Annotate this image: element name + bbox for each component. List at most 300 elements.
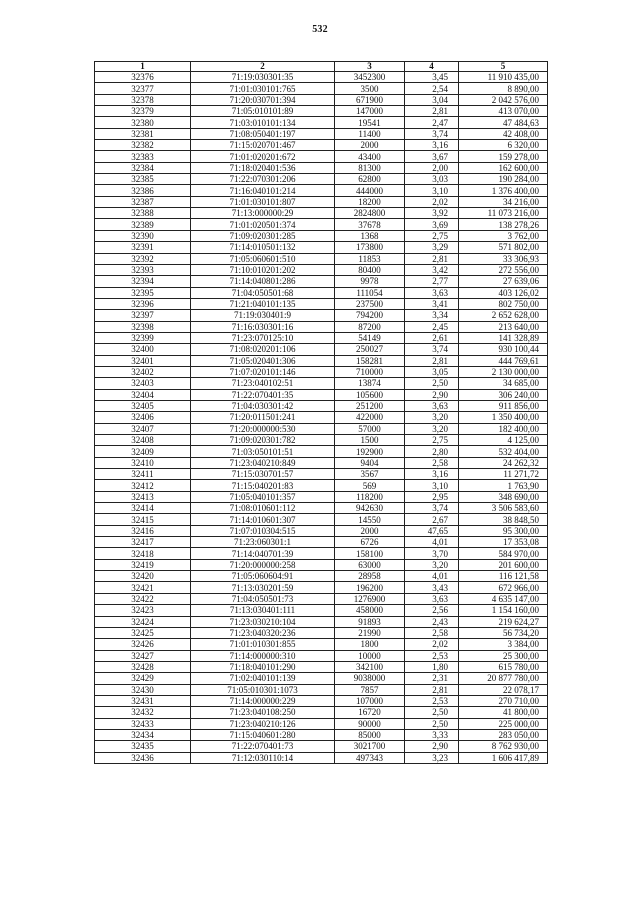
value-cell: 571 802,00 [459, 242, 548, 253]
area-cell: 105600 [335, 389, 405, 400]
area-cell: 81300 [335, 162, 405, 173]
cadastral-number-cell: 71:14:000000:310 [191, 650, 335, 661]
rate-cell: 2,53 [405, 650, 459, 661]
table-row [95, 718, 548, 729]
rate-cell: 3,45 [405, 72, 459, 83]
row-number-cell: 32409 [95, 446, 191, 457]
row-number-cell: 32389 [95, 219, 191, 230]
cadastral-number-cell: 71:14:010501:132 [191, 242, 335, 253]
rate-cell: 3,10 [405, 185, 459, 196]
area-cell: 91893 [335, 616, 405, 627]
table-row [95, 242, 548, 253]
area-cell: 87200 [335, 321, 405, 332]
table-row [95, 208, 548, 219]
cadastral-number-cell: 71:04:030301:42 [191, 400, 335, 411]
cadastral-number-cell: 71:23:040210:126 [191, 718, 335, 729]
rate-cell: 4,01 [405, 571, 459, 582]
table-row [95, 219, 548, 230]
value-cell: 25 300,00 [459, 650, 548, 661]
rate-cell: 3,16 [405, 469, 459, 480]
cadastral-number-cell: 71:20:000000:530 [191, 423, 335, 434]
row-number-cell: 32395 [95, 287, 191, 298]
table-row [95, 321, 548, 332]
area-cell: 11400 [335, 128, 405, 139]
table-header-row [95, 62, 548, 72]
cadastral-number-cell: 71:08:050401:197 [191, 128, 335, 139]
row-number-cell: 32427 [95, 650, 191, 661]
table-row [95, 469, 548, 480]
value-cell: 34 216,00 [459, 196, 548, 207]
row-number-cell: 32396 [95, 298, 191, 309]
table-row [95, 661, 548, 672]
rate-cell: 2,56 [405, 605, 459, 616]
area-cell: 251200 [335, 400, 405, 411]
row-number-cell: 32426 [95, 639, 191, 650]
area-cell: 147000 [335, 106, 405, 117]
value-cell: 2 130 000,00 [459, 366, 548, 377]
row-number-cell: 32425 [95, 627, 191, 638]
area-cell: 1276900 [335, 593, 405, 604]
row-number-cell: 32423 [95, 605, 191, 616]
value-cell: 33 306,93 [459, 253, 548, 264]
rate-cell: 4,01 [405, 537, 459, 548]
area-cell: 192900 [335, 446, 405, 457]
rate-cell: 3,16 [405, 140, 459, 151]
cadastral-number-cell: 71:05:010101:89 [191, 106, 335, 117]
rate-cell: 2,90 [405, 389, 459, 400]
row-number-cell: 32434 [95, 729, 191, 740]
area-cell: 671900 [335, 94, 405, 105]
row-number-cell: 32394 [95, 276, 191, 287]
cadastral-number-cell: 71:18:020401:536 [191, 162, 335, 173]
value-cell: 283 050,00 [459, 729, 548, 740]
table-row [95, 559, 548, 570]
area-cell: 18200 [335, 196, 405, 207]
rate-cell: 2,50 [405, 378, 459, 389]
row-number-cell: 32386 [95, 185, 191, 196]
cadastral-number-cell: 71:05:020401:306 [191, 355, 335, 366]
row-number-cell: 32429 [95, 673, 191, 684]
cadastral-number-cell: 71:05:060601:510 [191, 253, 335, 264]
rate-cell: 2,50 [405, 718, 459, 729]
value-cell: 2 652 628,00 [459, 310, 548, 321]
table-row [95, 298, 548, 309]
row-number-cell: 32428 [95, 661, 191, 672]
rate-cell: 3,43 [405, 582, 459, 593]
rate-cell: 2,02 [405, 196, 459, 207]
column-header-1: 1 [95, 62, 191, 72]
table-row [95, 582, 548, 593]
row-number-cell: 32384 [95, 162, 191, 173]
area-cell: 107000 [335, 695, 405, 706]
rate-cell: 2,54 [405, 83, 459, 94]
area-cell: 569 [335, 480, 405, 491]
row-number-cell: 32416 [95, 525, 191, 536]
cadastral-number-cell: 71:15:030701:57 [191, 469, 335, 480]
value-cell: 272 556,00 [459, 264, 548, 275]
row-number-cell: 32432 [95, 707, 191, 718]
rate-cell: 3,41 [405, 298, 459, 309]
row-number-cell: 32393 [95, 264, 191, 275]
cadastral-number-cell: 71:08:020201:106 [191, 344, 335, 355]
cadastral-number-cell: 71:22:070401:35 [191, 389, 335, 400]
cadastral-number-cell: 71:21:040101:135 [191, 298, 335, 309]
cadastral-number-cell: 71:23:030210:104 [191, 616, 335, 627]
area-cell: 458000 [335, 605, 405, 616]
value-cell: 56 734,20 [459, 627, 548, 638]
cadastral-number-cell: 71:08:010601:112 [191, 503, 335, 514]
rate-cell: 2,77 [405, 276, 459, 287]
cadastral-number-cell: 71:14:000000:229 [191, 695, 335, 706]
rate-cell: 3,34 [405, 310, 459, 321]
value-cell: 38 848,50 [459, 514, 548, 525]
value-cell: 1 350 400,00 [459, 412, 548, 423]
rate-cell: 3,69 [405, 219, 459, 230]
area-cell: 3567 [335, 469, 405, 480]
rate-cell: 2,81 [405, 253, 459, 264]
area-cell: 63000 [335, 559, 405, 570]
row-number-cell: 32415 [95, 514, 191, 525]
cadastral-number-cell: 71:03:010101:134 [191, 117, 335, 128]
value-cell: 584 970,00 [459, 548, 548, 559]
cadastral-number-cell: 71:20:030701:394 [191, 94, 335, 105]
value-cell: 225 000,00 [459, 718, 548, 729]
rate-cell: 2,02 [405, 639, 459, 650]
cadastral-number-cell: 71:04:050501:68 [191, 287, 335, 298]
rate-cell: 3,23 [405, 752, 459, 763]
rate-cell: 2,81 [405, 684, 459, 695]
table-row [95, 684, 548, 695]
value-cell: 41 800,00 [459, 707, 548, 718]
row-number-cell: 32435 [95, 741, 191, 752]
cadastral-number-cell: 71:02:040101:139 [191, 673, 335, 684]
table-row [95, 650, 548, 661]
table-row [95, 117, 548, 128]
area-cell: 57000 [335, 423, 405, 434]
value-cell: 17 353,08 [459, 537, 548, 548]
value-cell: 22 078,17 [459, 684, 548, 695]
table-row [95, 752, 548, 763]
value-cell: 4 635 147,00 [459, 593, 548, 604]
value-cell: 3 762,00 [459, 230, 548, 241]
value-cell: 615 780,00 [459, 661, 548, 672]
table-row [95, 480, 548, 491]
row-number-cell: 32382 [95, 140, 191, 151]
value-cell: 270 710,00 [459, 695, 548, 706]
table-row [95, 503, 548, 514]
table-row [95, 457, 548, 468]
area-cell: 196200 [335, 582, 405, 593]
area-cell: 250027 [335, 344, 405, 355]
value-cell: 219 624,27 [459, 616, 548, 627]
table-row [95, 196, 548, 207]
cadastral-number-cell: 71:15:020701:467 [191, 140, 335, 151]
area-cell: 118200 [335, 491, 405, 502]
cadastral-number-cell: 71:16:030301:16 [191, 321, 335, 332]
area-cell: 444000 [335, 185, 405, 196]
table-row [95, 571, 548, 582]
value-cell: 8 762 930,00 [459, 741, 548, 752]
table-row [95, 355, 548, 366]
area-cell: 794200 [335, 310, 405, 321]
table-row [95, 593, 548, 604]
table-row [95, 525, 548, 536]
area-cell: 21990 [335, 627, 405, 638]
area-cell: 85000 [335, 729, 405, 740]
value-cell: 141 328,89 [459, 332, 548, 343]
value-cell: 3 384,00 [459, 639, 548, 650]
row-number-cell: 32401 [95, 355, 191, 366]
row-number-cell: 32400 [95, 344, 191, 355]
table-row [95, 514, 548, 525]
area-cell: 7857 [335, 684, 405, 695]
area-cell: 3500 [335, 83, 405, 94]
value-cell: 4 125,00 [459, 435, 548, 446]
cadastral-number-cell: 71:14:040801:286 [191, 276, 335, 287]
value-cell: 672 966,00 [459, 582, 548, 593]
rate-cell: 2,67 [405, 514, 459, 525]
row-number-cell: 32380 [95, 117, 191, 128]
rate-cell: 2,50 [405, 707, 459, 718]
table-row [95, 491, 548, 502]
value-cell: 930 100,44 [459, 344, 548, 355]
rate-cell: 3,04 [405, 94, 459, 105]
cadastral-number-cell: 71:01:020501:374 [191, 219, 335, 230]
row-number-cell: 32385 [95, 174, 191, 185]
rate-cell: 2,00 [405, 162, 459, 173]
value-cell: 2 042 576,00 [459, 94, 548, 105]
row-number-cell: 32417 [95, 537, 191, 548]
row-number-cell: 32411 [95, 469, 191, 480]
rate-cell: 3,20 [405, 423, 459, 434]
table-row [95, 378, 548, 389]
rate-cell: 2,61 [405, 332, 459, 343]
rate-cell: 2,81 [405, 106, 459, 117]
rate-cell: 3,92 [405, 208, 459, 219]
rate-cell: 2,81 [405, 355, 459, 366]
row-number-cell: 32387 [95, 196, 191, 207]
area-cell: 237500 [335, 298, 405, 309]
value-cell: 532 404,00 [459, 446, 548, 457]
table-row [95, 310, 548, 321]
rate-cell: 3,67 [405, 151, 459, 162]
cadastral-number-cell: 71:03:050101:51 [191, 446, 335, 457]
table-row [95, 729, 548, 740]
table-row [95, 332, 548, 343]
rate-cell: 3,20 [405, 412, 459, 423]
value-cell: 802 750,00 [459, 298, 548, 309]
table-row [95, 230, 548, 241]
table-row [95, 548, 548, 559]
rate-cell: 3,74 [405, 344, 459, 355]
table-row [95, 695, 548, 706]
value-cell: 11 910 435,00 [459, 72, 548, 83]
area-cell: 80400 [335, 264, 405, 275]
area-cell: 111054 [335, 287, 405, 298]
cadastral-number-cell: 71:23:040108:250 [191, 707, 335, 718]
cadastral-number-cell: 71:09:020301:285 [191, 230, 335, 241]
row-number-cell: 32376 [95, 72, 191, 83]
rate-cell: 2,80 [405, 446, 459, 457]
rate-cell: 2,47 [405, 117, 459, 128]
cadastral-number-cell: 71:16:040101:214 [191, 185, 335, 196]
row-number-cell: 32399 [95, 332, 191, 343]
row-number-cell: 32378 [95, 94, 191, 105]
area-cell: 28958 [335, 571, 405, 582]
area-cell: 9038000 [335, 673, 405, 684]
table-row [95, 276, 548, 287]
value-cell: 413 070,00 [459, 106, 548, 117]
table-row [95, 287, 548, 298]
rate-cell: 3,74 [405, 503, 459, 514]
value-cell: 138 278,26 [459, 219, 548, 230]
table-row [95, 639, 548, 650]
row-number-cell: 32418 [95, 548, 191, 559]
table-row [95, 423, 548, 434]
column-header-3: 3 [335, 62, 405, 72]
value-cell: 24 262,32 [459, 457, 548, 468]
table-row [95, 412, 548, 423]
cadastral-number-cell: 71:01:030101:765 [191, 83, 335, 94]
area-cell: 2000 [335, 525, 405, 536]
cadastral-number-cell: 71:23:060301:1 [191, 537, 335, 548]
row-number-cell: 32419 [95, 559, 191, 570]
table-row [95, 537, 548, 548]
cadastral-number-cell: 71:05:010301:1073 [191, 684, 335, 695]
table-row [95, 162, 548, 173]
rate-cell: 2,53 [405, 695, 459, 706]
rate-cell: 2,75 [405, 435, 459, 446]
area-cell: 942630 [335, 503, 405, 514]
cadastral-number-cell: 71:20:000000:258 [191, 559, 335, 570]
table-body [95, 72, 548, 764]
rate-cell: 2,31 [405, 673, 459, 684]
value-cell: 1 606 417,89 [459, 752, 548, 763]
rate-cell: 3,63 [405, 400, 459, 411]
area-cell: 173800 [335, 242, 405, 253]
value-cell: 444 769,61 [459, 355, 548, 366]
area-cell: 37678 [335, 219, 405, 230]
cadastral-number-cell: 71:14:010601:307 [191, 514, 335, 525]
row-number-cell: 32410 [95, 457, 191, 468]
table-row [95, 140, 548, 151]
cadastral-number-cell: 71:23:040320:236 [191, 627, 335, 638]
row-number-cell: 32398 [95, 321, 191, 332]
value-cell: 47 484,63 [459, 117, 548, 128]
table-row [95, 435, 548, 446]
area-cell: 19541 [335, 117, 405, 128]
rate-cell: 3,74 [405, 128, 459, 139]
cadastral-number-cell: 71:14:040701:39 [191, 548, 335, 559]
table-row [95, 128, 548, 139]
row-number-cell: 32413 [95, 491, 191, 502]
area-cell: 1500 [335, 435, 405, 446]
area-cell: 1800 [335, 639, 405, 650]
table-row [95, 174, 548, 185]
cadastral-number-cell: 71:19:030301:35 [191, 72, 335, 83]
rate-cell: 1,80 [405, 661, 459, 672]
cadastral-number-cell: 71:13:000000:29 [191, 208, 335, 219]
row-number-cell: 32408 [95, 435, 191, 446]
row-number-cell: 32402 [95, 366, 191, 377]
area-cell: 9978 [335, 276, 405, 287]
value-cell: 182 400,00 [459, 423, 548, 434]
value-cell: 27 639,06 [459, 276, 548, 287]
data-table [94, 61, 548, 764]
table-row [95, 627, 548, 638]
column-header-4: 4 [405, 62, 459, 72]
rate-cell: 3,20 [405, 559, 459, 570]
cadastral-number-cell: 71:18:040101:290 [191, 661, 335, 672]
area-cell: 62800 [335, 174, 405, 185]
cadastral-number-cell: 71:01:020201:672 [191, 151, 335, 162]
table-row [95, 400, 548, 411]
row-number-cell: 32383 [95, 151, 191, 162]
row-number-cell: 32422 [95, 593, 191, 604]
row-number-cell: 32412 [95, 480, 191, 491]
row-number-cell: 32421 [95, 582, 191, 593]
area-cell: 10000 [335, 650, 405, 661]
cadastral-number-cell: 71:01:010301:855 [191, 639, 335, 650]
area-cell: 9404 [335, 457, 405, 468]
area-cell: 2000 [335, 140, 405, 151]
rate-cell: 3,05 [405, 366, 459, 377]
row-number-cell: 32433 [95, 718, 191, 729]
value-cell: 95 300,00 [459, 525, 548, 536]
area-cell: 3021700 [335, 741, 405, 752]
row-number-cell: 32377 [95, 83, 191, 94]
value-cell: 20 877 780,00 [459, 673, 548, 684]
area-cell: 158281 [335, 355, 405, 366]
table-row [95, 72, 548, 83]
cadastral-number-cell: 71:15:040201:83 [191, 480, 335, 491]
row-number-cell: 32436 [95, 752, 191, 763]
table-row [95, 616, 548, 627]
row-number-cell: 32404 [95, 389, 191, 400]
area-cell: 3452300 [335, 72, 405, 83]
area-cell: 710000 [335, 366, 405, 377]
row-number-cell: 32388 [95, 208, 191, 219]
rate-cell: 3,70 [405, 548, 459, 559]
rate-cell: 2,43 [405, 616, 459, 627]
rate-cell: 2,95 [405, 491, 459, 502]
row-number-cell: 32431 [95, 695, 191, 706]
area-cell: 43400 [335, 151, 405, 162]
cadastral-number-cell: 71:07:020101:146 [191, 366, 335, 377]
cadastral-number-cell: 71:22:070301:206 [191, 174, 335, 185]
cadastral-number-cell: 71:19:030401:9 [191, 310, 335, 321]
table-row [95, 446, 548, 457]
table-row [95, 741, 548, 752]
area-cell: 1368 [335, 230, 405, 241]
value-cell: 8 890,00 [459, 83, 548, 94]
table-row [95, 264, 548, 275]
table-row [95, 344, 548, 355]
rate-cell: 2,58 [405, 457, 459, 468]
area-cell: 13874 [335, 378, 405, 389]
table-row [95, 94, 548, 105]
row-number-cell: 32392 [95, 253, 191, 264]
value-cell: 911 856,00 [459, 400, 548, 411]
rate-cell: 2,58 [405, 627, 459, 638]
rate-cell: 3,63 [405, 593, 459, 604]
value-cell: 201 600,00 [459, 559, 548, 570]
cadastral-number-cell: 71:01:030101:807 [191, 196, 335, 207]
table-row [95, 707, 548, 718]
row-number-cell: 32420 [95, 571, 191, 582]
value-cell: 11 271,72 [459, 469, 548, 480]
value-cell: 1 763,90 [459, 480, 548, 491]
